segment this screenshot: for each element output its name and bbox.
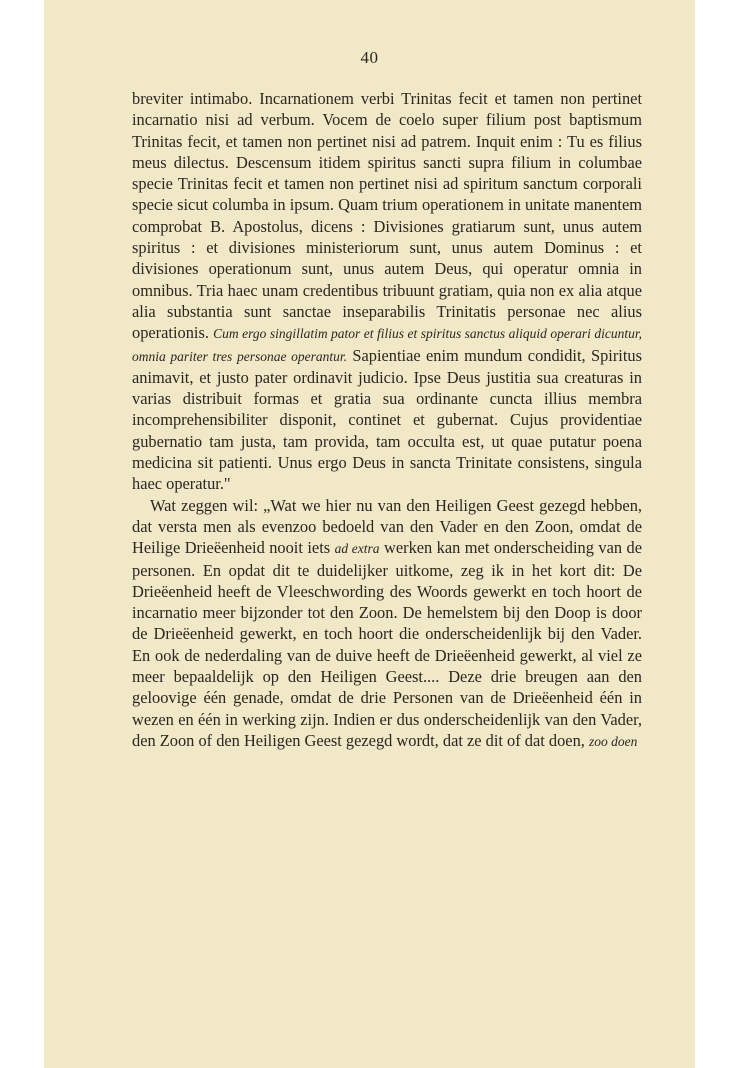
book-page	[44, 0, 695, 1068]
dutch-italic-zoo-doen: zoo doen	[588, 733, 638, 749]
dutch-italic-ad-extra: ad extra	[334, 541, 380, 557]
page-number: 40	[360, 48, 379, 67]
dutch-text-2: werken kan met onderscheiding van de personen. En opdat dit te duidelijker uitkome, zeg ik in het kort dit: De Drieëenheid heeft de Vleeschwording des Woords gewerkt en toch hoort de incarnatio meer bijzonder tot den Zoon. De hemelstem bij den Doop is door de Drieëenheid gewerkt, en toch hoort die onderscheidenlijk bij den Vader. En ook de nederdaling van de duive heeft de Drieëenheid gewerkt, al viel ze meer bepaaldelijk op den Heiligen Geest.... Deze drie breugen aan den geloovige één genade, omdat de drie Personen van de Drieëenheid één in wezen en één in werking zijn. Indien er dus onderscheidenlijk van den Vader, den Zoon of den Heiligen Geest gezegd wordt, dat ze dit of dat doen,	[132, 538, 642, 750]
latin-text-1: breviter intimabo. Incarnationem verbi Trinitas fecit et tamen non pertinet incarnatio nisi ad verbum. Vocem de coelo super filium post baptismum Trinitas fecit, et tamen non pertinet nisi ad patrem. Inquit enim : Tu es filius meus dilectus. Descensum itidem spiritus sancti supra filium in columbae specie Trinitas fecit et tamen non pertinet nisi ad spiritum sanctum corporali specie sicut columba in ipsum. Quam trium operationem in unitate manentem comprobat B. Apostolus, dicens : Divisiones gratiarum sunt, unus autem spiritus : et divisiones ministeriorum sunt, unus autem Dominus : et divisiones operationum sunt, unus autem Deus, qui operatur omnia in omnibus. Tria haec unam credentibus tribuunt gratiam, quia non ex alia atque alia substantia sunt sanctae inseparabilis Trinitatis personae nec alius operationis.	[132, 89, 642, 343]
latin-text-2: Sapientiae enim mundum condidit, Spiritus animavit, et justo pater ordinavit judicio. Ipse Deus justitia sua creaturas in varias distribuit formas et gratia sua ordinante cuncta illius membra incomprehensibiliter disponit, continet et gubernat. Cujus providentiae gubernatio tam justa, tam provida, tam occulta est, ut quae putatur poena medicina sit patienti. Unus ergo Deus in sancta Trinitate consistens, singula haec operatur."	[132, 345, 642, 494]
dutch-paragraph	[132, 495, 642, 753]
body-text	[132, 88, 642, 752]
latin-paragraph	[132, 88, 642, 495]
latin-italic-quote: Cum ergo singillatim pator et filius et spiritus sanctus aliquid operari dicuntur, omnia pariter tres personae operantur.	[132, 326, 642, 364]
dutch-text-1: Wat zeggen wil: „Wat we hier nu van den Heiligen Geest gezegd hebben, dat versta men als evenzoo bedoeld van den Vader en den Zoon, omdat de Heilige Drieëenheid nooit iets	[132, 495, 642, 558]
